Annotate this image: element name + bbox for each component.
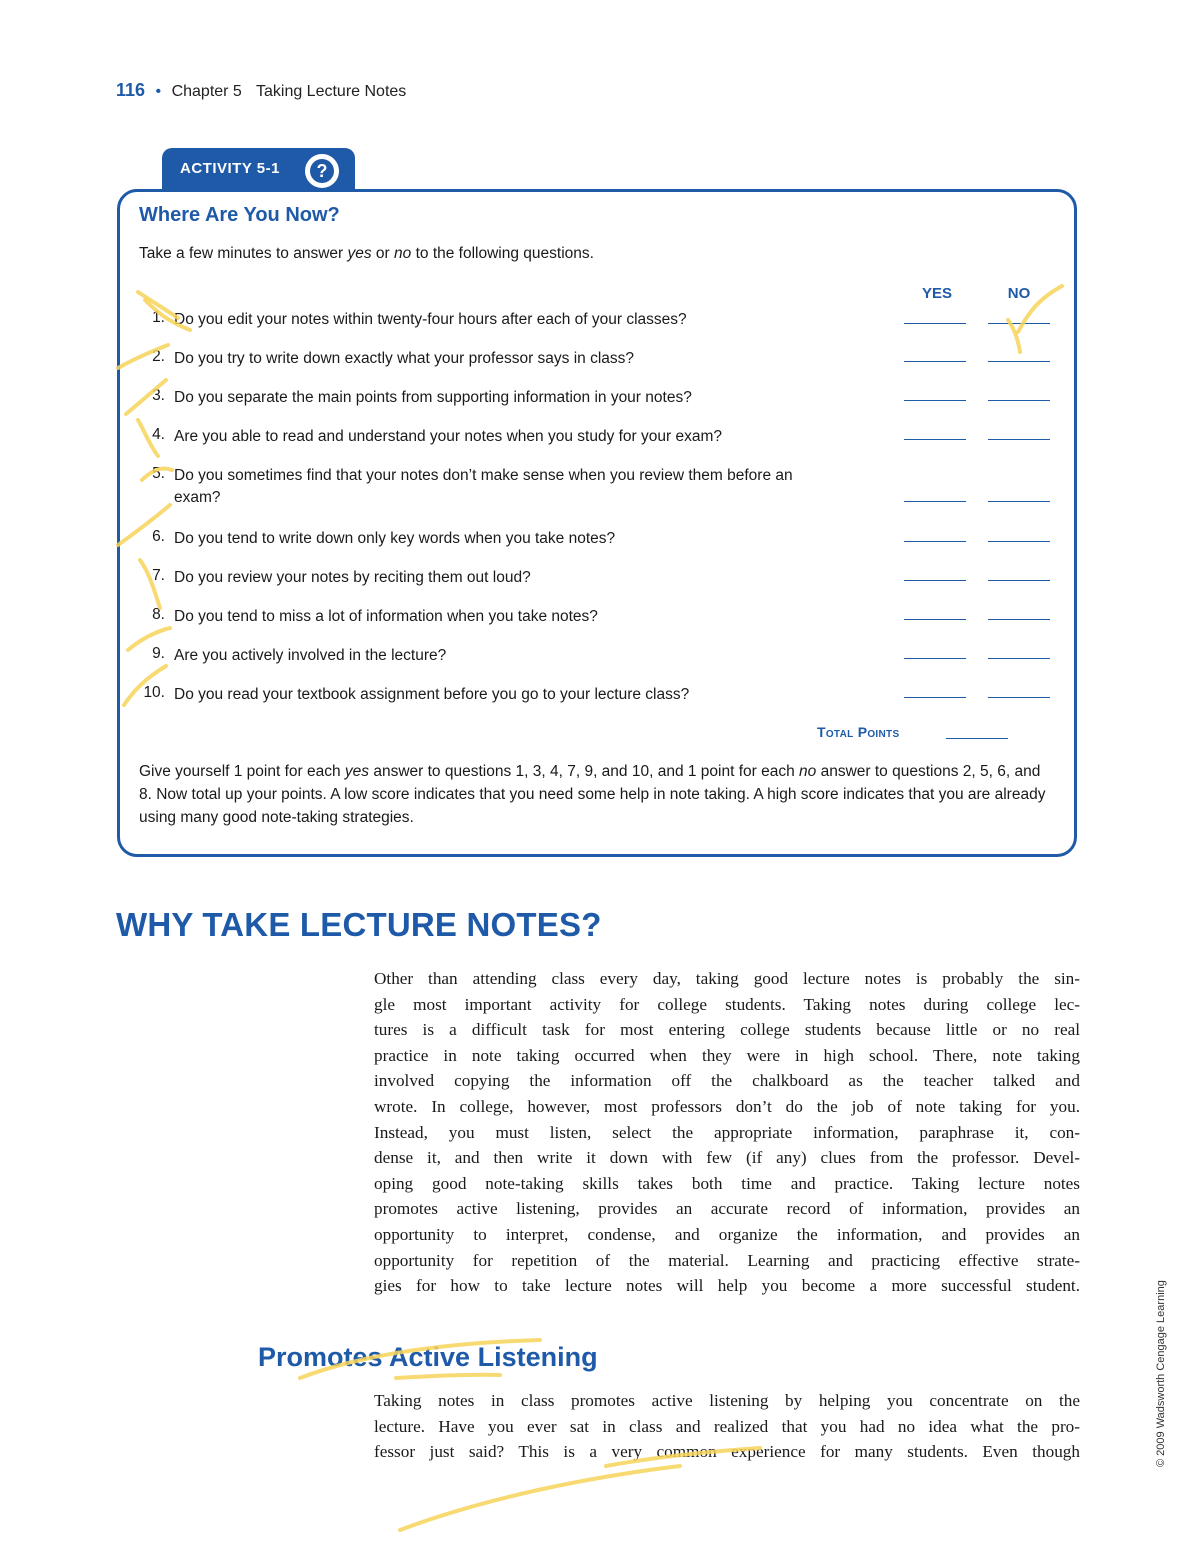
question-number: 9. [152,645,165,662]
answer-blank-no[interactable] [988,619,1050,620]
answer-blank-no[interactable] [988,501,1050,502]
subsection-heading: Promotes Active Listening [258,1342,598,1372]
answer-blank-no[interactable] [988,541,1050,542]
question-number: 7. [152,567,165,584]
question-row [0,465,1200,515]
question-number: 3. [152,387,165,404]
answer-blank-no[interactable] [988,697,1050,698]
question-number: 8. [152,606,165,623]
answer-blank-yes[interactable] [904,439,966,440]
question-row [0,426,1200,462]
question-number: 5. [152,465,165,482]
question-text: Do you review your notes by reciting them out loud? [174,569,531,586]
question-text: Do you separate the main points from supporting information in your notes? [174,389,692,406]
question-text: Do you tend to write down only key words when you take notes? [174,530,616,547]
question-row [0,309,1200,345]
total-points-blank[interactable] [946,738,1008,739]
answer-blank-yes[interactable] [904,580,966,581]
answer-blank-no[interactable] [988,323,1050,324]
question-number: 4. [152,426,165,443]
question-text: Do you sometimes find that your notes don’t make sense when you review them before an exam? [174,467,793,506]
answer-blank-yes[interactable] [904,619,966,620]
scoring-instructions: Give yourself 1 point for each yes answer to questions 1, 3, 4, 7, 9, and 10, and 1 point for each no answer to questions 2, 5, 6, and 8. Now total up your points. A low score indicates that you need some help in note taking. A high score indicates that you are already using many good note-taking strategies. [139,763,1046,826]
section-heading: WHY TAKE LECTURE NOTES? [116,906,602,943]
highlighter-stroke [400,1466,680,1530]
column-header-no: NO [1007,285,1031,302]
chapter-title: Taking Lecture Notes [255,83,407,100]
question-row [0,606,1200,642]
question-text: Do you tend to miss a lot of information when you take notes? [174,608,598,625]
body-paragraph-1: Other than attending class every day, taking good lecture notes is probably the sin- gle most important activity for college students. Taking notes during college lec- tures is a difficult task for most entering college students because little or no real practice in note taking occurred when they were in high school. There, note taking involved copying the information off the chalkboard as the teacher talked and wrote. In college, however, most professors don’t do the job of note taking for you. Instead, you must listen, select the appropriate information, paraphrase it, con- dense it, and then write it down with few (if any) clues from the professor. Devel- oping good note-taking skills takes both time and practice. Taking lecture notes promotes active listening, provides an accurate record of information, provides an opportunity to interpret, condense, and organize the information, and provides an opportunity for repetition of the material. Learning and practicing effective strate- gies for how to take lecture notes will help you become a more successful student. [374,969,1080,1296]
answer-blank-no[interactable] [988,400,1050,401]
answer-blank-yes[interactable] [904,501,966,502]
answer-blank-yes[interactable] [904,400,966,401]
question-number: 6. [152,528,165,545]
answer-blank-no[interactable] [988,361,1050,362]
question-number: 1. [152,309,165,326]
question-number: 10. [143,684,165,701]
answer-blank-yes[interactable] [904,697,966,698]
question-row [0,348,1200,384]
question-text: Are you able to read and understand your notes when you study for your exam? [174,428,723,445]
body-paragraph-2: Taking notes in class promotes active listening by helping you concentrate on the lecture. Have you ever sat in class and realized that you had no idea what the pro- fessor just said? This is a very common experience for many students. Even though [374,1391,1080,1462]
answer-blank-no[interactable] [988,439,1050,440]
chapter-label: Chapter 5 [171,83,242,100]
question-row [0,567,1200,603]
question-number: 2. [152,348,165,365]
question-text: Do you try to write down exactly what your professor says in class? [174,350,635,367]
copyright-notice: © 2009 Wadsworth Cengage Learning [1155,1280,1167,1467]
answer-blank-no[interactable] [988,658,1050,659]
answer-blank-yes[interactable] [904,361,966,362]
question-text: Are you actively involved in the lecture? [174,647,447,664]
page-number: 116 [116,80,146,100]
answer-blank-yes[interactable] [904,541,966,542]
answer-blank-yes[interactable] [904,658,966,659]
question-text: Do you edit your notes within twenty-four hours after each of your classes? [174,311,687,328]
header-separator: • [155,83,162,100]
running-head [116,80,406,101]
answer-blank-yes[interactable] [904,323,966,324]
question-row [0,387,1200,423]
total-points-label: Total Points [817,724,900,740]
answer-blank-no[interactable] [988,580,1050,581]
question-mark-icon: ? [305,154,339,188]
question-text: Do you read your textbook assignment before you go to your lecture class? [174,686,690,703]
highlighter-stroke [396,1375,500,1378]
activity-intro: Take a few minutes to answer yes or no to the following questions. [139,245,594,262]
question-row [0,645,1200,681]
question-row [0,684,1200,720]
activity-tab-label: ACTIVITY 5-1 [180,160,280,177]
activity-tab [162,148,355,190]
column-header-yes: YES [921,285,952,302]
question-row [0,528,1200,564]
activity-title: Where Are You Now? [139,204,340,226]
